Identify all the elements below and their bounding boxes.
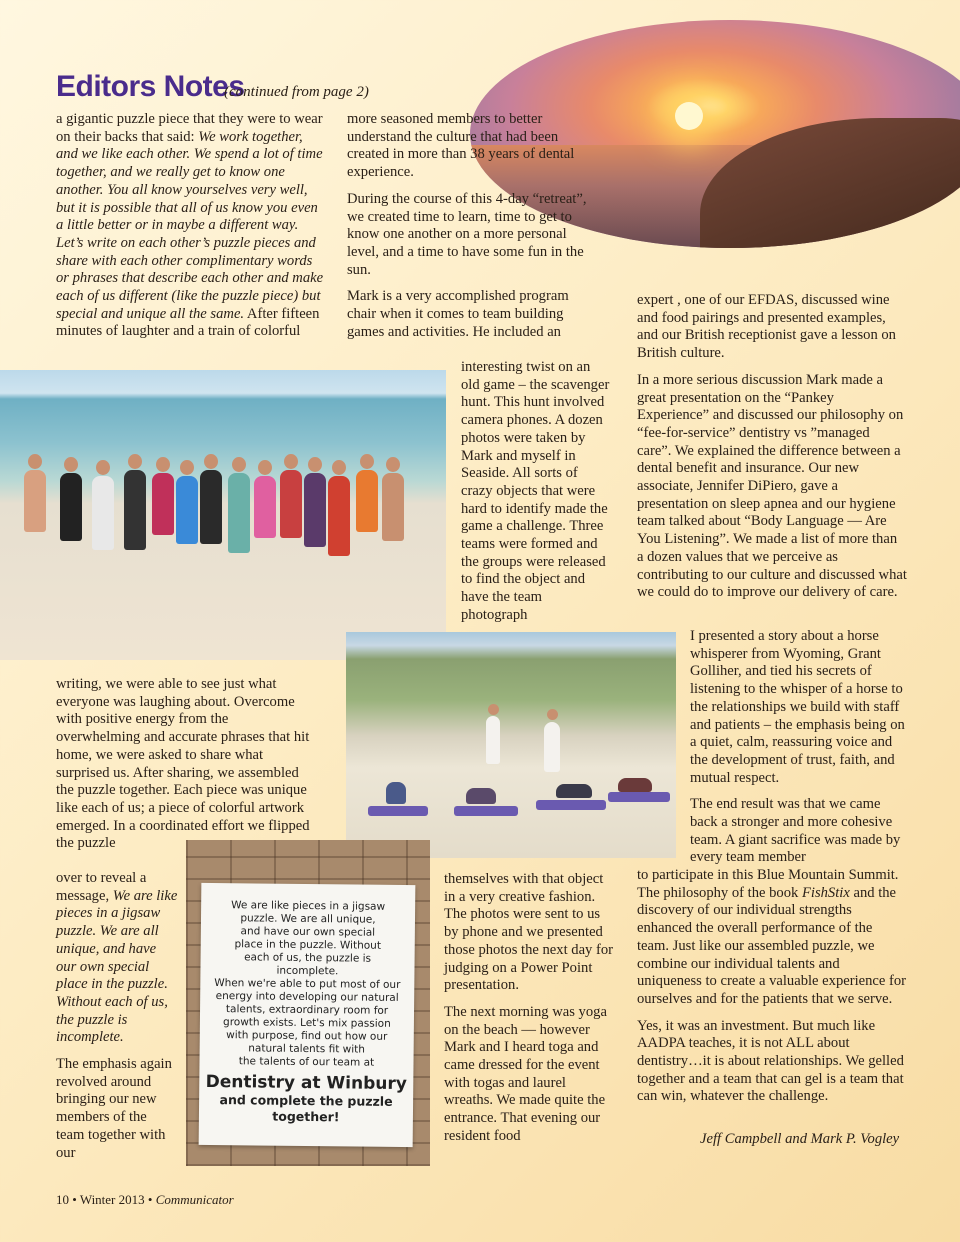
- puzzle-sign-text: [199, 883, 415, 1070]
- yoga-mat: [454, 806, 518, 816]
- text-run: over to reveal a message,: [56, 870, 147, 904]
- puzzle-sign-line: When we're able to put most of our: [214, 977, 401, 991]
- sun-icon: [675, 102, 703, 130]
- paragraph: [56, 870, 178, 1047]
- person-figure: [176, 476, 198, 544]
- paragraph: [347, 191, 597, 280]
- person-figure: [382, 473, 404, 541]
- col1-narrow-text: [56, 870, 178, 1171]
- person-figure: [24, 470, 46, 532]
- text-run: and the discovery of our individual strengths enhanced the overall performance of the team. Just like our assembled puzzle, we combine our individual talents and uniqueness to create a valuable experience for ourselves and for the patients that we serve.: [637, 884, 907, 1007]
- person-head: [96, 460, 110, 475]
- page-footer: [56, 1192, 234, 1208]
- person-figure: [328, 476, 350, 556]
- person-figure: [124, 470, 146, 550]
- puzzle-sign-line: incomplete.: [276, 964, 339, 978]
- col2-narrow-text: [461, 359, 611, 634]
- paragraph: [461, 359, 611, 625]
- col3-top-text: [637, 292, 907, 611]
- paragraph: [637, 292, 907, 363]
- puzzle-sign-line: natural talents fit with: [248, 1042, 366, 1056]
- person-figure: [304, 473, 326, 547]
- text-run: themselves with that object in a very creative fashion. The photos were sent to us by phone and we presented those photos the next day for judging on a Power Point presentation.: [444, 871, 614, 994]
- puzzle-sign-line: with purpose, find out how our: [226, 1029, 388, 1043]
- page-title: Editors Notes: [56, 70, 245, 103]
- text-run: writing, we were able to see just what everyone was laughing about. Overcome with positive energy from the overwhelming and accurate phrases that hit home, we were asked to share what surprised us. After sharing, we assembled the puzzle together. Each piece was unique like each of us; a piece of colorful artwork emerged. In a coordinated effort we flipped the puzzle: [56, 676, 310, 852]
- footer-page-info: 10 • Winter 2013 •: [56, 1192, 156, 1207]
- puzzle-sign: [199, 883, 416, 1147]
- figure-head: [488, 704, 499, 715]
- person-head: [180, 460, 194, 475]
- text-run: The next morning was yoga on the beach — however Mark and I heard toga and came dressed for the event with togas and laurel wreaths. We made quite the entrance. That evening our resident food: [444, 1003, 607, 1144]
- puzzle-sign-closing: and complete the puzzle together!: [219, 1092, 393, 1125]
- person-head: [284, 454, 298, 469]
- yoga-mat: [368, 806, 428, 816]
- puzzle-sign-line: each of us, the puzzle is: [244, 951, 372, 965]
- text-run: to participate in this Blue Mountain Summit. The philosophy of the book: [637, 867, 899, 901]
- seated-figure: [386, 782, 406, 804]
- yoga-figure: [556, 784, 592, 798]
- figure-head: [547, 709, 558, 720]
- dune-area: [700, 118, 960, 248]
- footer-publication: Communicator: [155, 1192, 234, 1207]
- person-figure: [280, 470, 302, 538]
- person-head: [204, 454, 218, 469]
- paragraph: [637, 1018, 907, 1107]
- text-run: After fifteen minutes of laughter and a train of colorful: [56, 305, 320, 340]
- text-run: interesting twist on an old game – the scavenger hunt. This hunt involved camera phones. A dozen photos were taken by Mark and myself in Seaside. All sorts of crazy objects that were hard to identify made the game a challenge. Three teams were formed and the groups were released to find the object and have the team photograph: [461, 359, 610, 623]
- person-head: [308, 457, 322, 472]
- author-signature: Jeff Campbell and Mark P. Vogley: [700, 1131, 900, 1147]
- col3-bottom-text: [637, 867, 907, 1115]
- puzzle-sign-line: the talents of our team at: [238, 1055, 375, 1069]
- italic-run: We work together, and we like each other. We spend a lot of time together, and we really get to know one another. You all know yourselves very well, but it is possible that all of us know you even a little better or in maybe a different way. Let’s write on each other’s puzzle pieces and share with each other complimentary words or phrases that describe each other and make each of us different (like the puzzle piece) but special and unique all the same.: [56, 128, 324, 322]
- person-figure: [92, 476, 114, 550]
- puzzle-sign-line: place in the puzzle. Without: [234, 938, 382, 952]
- yoga-beach-photo: [346, 632, 676, 858]
- continued-note: (continued from page 2): [224, 84, 369, 100]
- puzzle-sign-line: and have our own special: [240, 925, 376, 939]
- puzzle-sign-line: puzzle. We are all unique,: [240, 912, 376, 926]
- person-figure: [356, 470, 378, 532]
- text-run: I presented a story about a horse whisperer from Wyoming, Grant Golliher, and tied his secrets of listening to the whisper of a horse to the relationships we build with staff and patients – the emphasis being on a quiet, calm, reassuring voice and the development of trust, faith, and mutual respect.: [690, 628, 905, 786]
- group-beach-photo: [0, 370, 446, 660]
- italic-run: FishStix: [801, 884, 850, 901]
- person-figure: [228, 473, 250, 553]
- text-run: During the course of this 4-day “retreat”, we created time to learn, time to get to know one another on a more personal level, and a time to have some fun in the sun.: [347, 190, 587, 278]
- paragraph: [56, 1056, 178, 1162]
- person-head: [156, 457, 170, 472]
- col2-top-text: [347, 111, 597, 350]
- paragraph: [690, 796, 906, 867]
- paragraph: [637, 372, 907, 602]
- person-head: [64, 457, 78, 472]
- paragraph: [56, 111, 324, 341]
- person-head: [258, 460, 272, 475]
- yoga-figure: [466, 788, 496, 804]
- paragraph: [444, 871, 614, 995]
- puzzle-sign-line: We are like pieces in a jigsaw: [231, 899, 386, 913]
- person-figure: [200, 470, 222, 544]
- paragraph: [444, 1004, 614, 1146]
- text-run: The end result was that we came back a stronger and more cohesive team. A giant sacrifice was made by every team member: [690, 796, 901, 866]
- person-figure: [254, 476, 276, 538]
- person-head: [232, 457, 246, 472]
- paragraph: [637, 867, 907, 1009]
- text-run: a gigantic puzzle piece that they were to wear on their backs that said:: [56, 111, 323, 145]
- person-figure: [60, 473, 82, 541]
- puzzle-sign-line: growth exists. Let's mix passion: [223, 1016, 391, 1030]
- puzzle-sign-brand: Dentistry at Winbury: [205, 1071, 408, 1095]
- italic-run: We are like pieces in a jigsaw puzzle. We are all unique, and have our own special place in the puzzle. Without each of us, the puzzle is incomplete.: [56, 887, 178, 1046]
- text-run: In a more serious discussion Mark made a great presentation on the “Pankey Experience” and discussed our philosophy on “fee-for-service” dentistry vs ”managed care”. We explained the difference between a dental benefit and insurance. Our new associate, Jennifer DiPiero, gave a presentation on sleep apnea and our hygiene team talked about “Body Language — Are You Listening”. We made a list of more than a dozen values that we perceive as contributing to our culture and discussed what we could do to improve our delivery of care.: [637, 371, 907, 601]
- paragraph: [56, 676, 316, 853]
- text-run: The emphasis again revolved around bringing our new members of the team together with our: [56, 1056, 172, 1161]
- paragraph: [347, 288, 597, 341]
- puzzle-sign-line: talents, extraordinary room for: [225, 1003, 389, 1017]
- person-head: [332, 460, 346, 475]
- person-head: [128, 454, 142, 469]
- col2-bottom-text: [444, 871, 614, 1155]
- paragraph: [690, 628, 906, 787]
- toga-figure: [544, 722, 560, 772]
- person-figure: [152, 473, 174, 535]
- puzzle-sign-line: energy into developing our natural: [215, 990, 399, 1004]
- col1-mid-text: [56, 676, 316, 862]
- col1-top-text: [56, 111, 324, 350]
- puzzle-photo: [186, 840, 430, 1166]
- person-head: [28, 454, 42, 469]
- col3-narrow-text: [690, 628, 906, 876]
- paragraph: [347, 111, 597, 182]
- text-run: expert , one of our EFDAS, discussed wine and food pairings and presented examples, and our British receptionist gave a lesson on British culture.: [637, 292, 896, 362]
- person-head: [360, 454, 374, 469]
- yoga-mat: [536, 800, 606, 810]
- yoga-mat: [608, 792, 670, 802]
- text-run: more seasoned members to better understand the culture that had been created in more than 38 years of dental experience.: [347, 111, 575, 181]
- person-head: [386, 457, 400, 472]
- yoga-figure: [618, 778, 652, 792]
- text-run: Yes, it was an investment. But much like AADPA teaches, it is not ALL about dentistry…it is about relationships. We gelled together and a team that can gel is a team that can win, whatever the challenge.: [637, 1017, 904, 1105]
- toga-figure: [486, 716, 500, 764]
- text-run: Mark is a very accomplished program chair when it comes to team building games and activities. He included an: [347, 288, 569, 340]
